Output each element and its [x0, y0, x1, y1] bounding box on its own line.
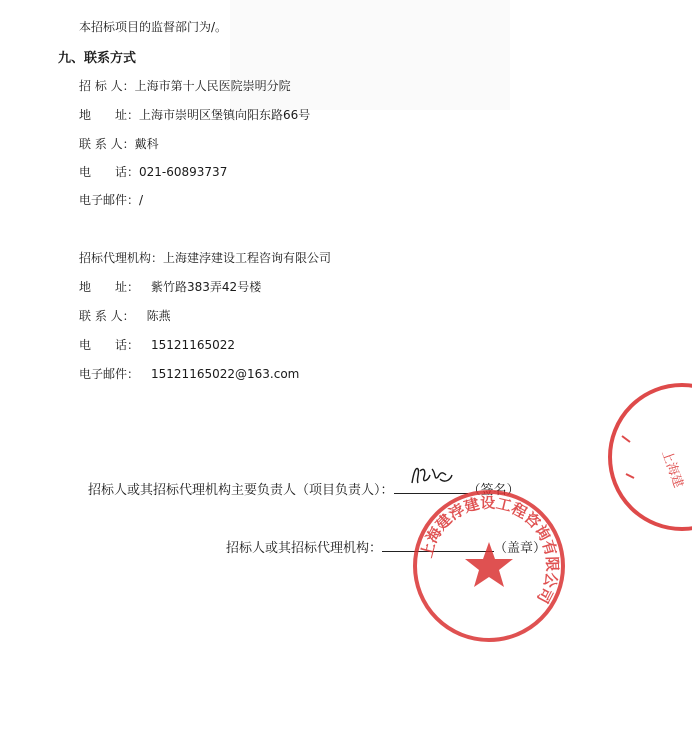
seal-text-path: 上海建浡建设工程咨询有限公司	[417, 493, 562, 607]
agency-phone-label: 电 话：	[79, 338, 140, 352]
org-seal-suffix: （盖章）	[494, 541, 547, 556]
agency-phone-row	[79, 336, 235, 353]
org-seal-label: 招标人或其招标代理机构：	[226, 541, 383, 556]
tenderer-phone-row	[79, 163, 227, 180]
tenderer-name-row	[79, 77, 291, 94]
head-signature-suffix: （签名）	[467, 483, 520, 498]
tenderer-contact-value: 戴科	[134, 137, 159, 151]
agency-email-row	[79, 365, 299, 382]
tenderer-email-value: /	[139, 193, 144, 207]
agency-email-value: 15121165022@163.com	[151, 367, 300, 381]
tenderer-phone-label: 电 话：	[79, 165, 140, 179]
tenderer-email-row	[79, 191, 143, 208]
agency-contact-row	[79, 307, 171, 324]
seal-star-icon	[465, 542, 513, 587]
agency-address-row	[79, 278, 261, 295]
tenderer-contact-label: 联 系 人：	[79, 137, 135, 151]
tenderer-name-value: 上海市第十人民医院崇明分院	[134, 79, 291, 93]
agency-address-value: 紫竹路383弄42号楼	[151, 280, 262, 294]
tenderer-name-label: 招 标 人：	[79, 79, 135, 93]
agency-name-label: 招标代理机构：	[79, 251, 164, 265]
tenderer-address-label: 地 址：	[79, 108, 140, 122]
supervision-text: 本招标项目的监督部门为/。	[79, 20, 228, 34]
agency-contact-label: 联 系 人：	[79, 309, 135, 323]
agency-address-label: 地 址：	[79, 280, 140, 294]
tenderer-phone-value: 021-60893737	[139, 165, 228, 179]
agency-email-label: 电子邮件：	[79, 367, 140, 381]
supervision-note	[79, 18, 227, 35]
partial-seal-stamp	[600, 382, 692, 542]
company-seal-stamp	[409, 486, 569, 646]
agency-phone-value: 15121165022	[151, 338, 235, 352]
agency-contact-value: 陈燕	[146, 309, 171, 323]
tenderer-email-label: 电子邮件：	[79, 193, 140, 207]
tenderer-address-row	[79, 106, 310, 123]
tenderer-address-value: 上海市崇明区堡镇向阳东路66号	[139, 108, 311, 122]
partial-seal-text: 上海建	[658, 448, 686, 491]
agency-name-row	[79, 249, 331, 266]
head-signature-label: 招标人或其招标代理机构主要负责人（项目负责人）：	[88, 483, 394, 498]
agency-name-value: 上海建浡建设工程咨询有限公司	[163, 251, 332, 265]
section-title-text: 九、联系方式	[58, 51, 137, 66]
section-title	[58, 47, 136, 66]
tenderer-contact-row	[79, 135, 159, 152]
